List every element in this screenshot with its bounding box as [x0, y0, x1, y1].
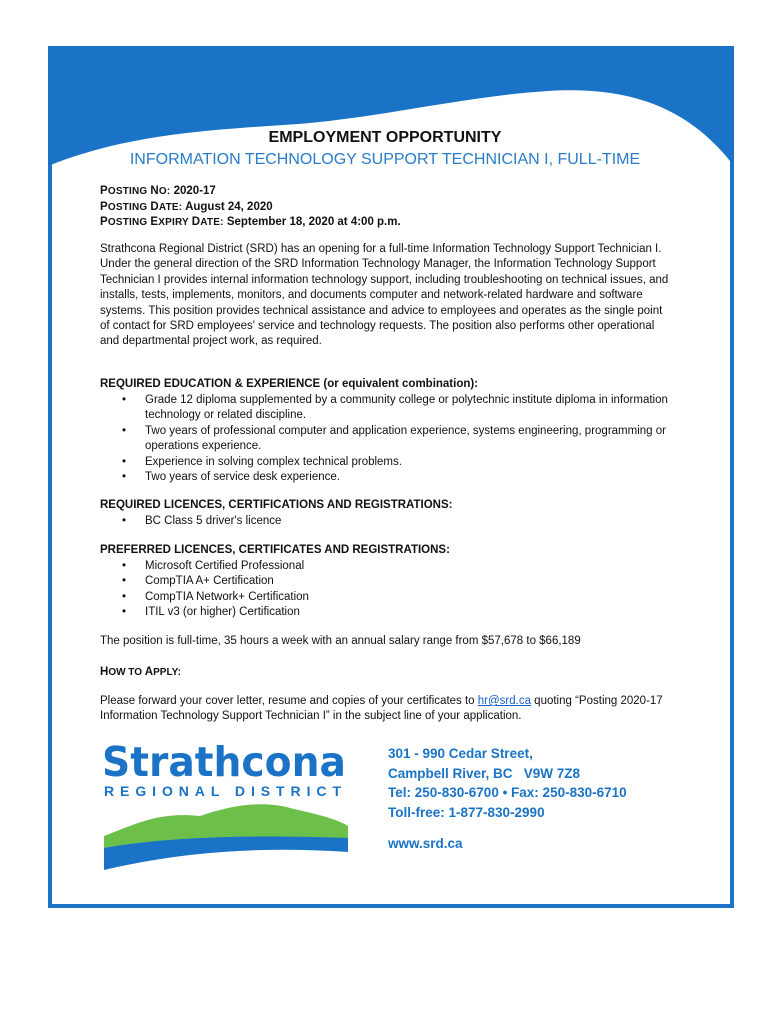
- list-item: • Grade 12 diploma supplemented by a community college or polytechnic institute diploma in information technology or related discipline.: [100, 393, 670, 424]
- posting-number: POSTING NO: 2020-17: [100, 185, 216, 197]
- email-link[interactable]: hr@srd.ca: [477, 695, 531, 707]
- posting-details: [100, 184, 401, 231]
- list-item: • ITIL v3 (or higher) Certification: [100, 605, 670, 620]
- address-line-2: Campbell River, BC V9W 7Z8: [388, 765, 581, 781]
- preferred-licences-heading: PREFERRED LICENCES, CERTIFICATES AND REGISTRATIONS:: [100, 544, 450, 556]
- required-licences-heading: REQUIRED LICENCES, CERTIFICATIONS AND REGISTRATIONS:: [100, 499, 453, 511]
- list-item: • Two years of professional computer and application experience, systems engineering, programming or operations experience.: [100, 424, 670, 455]
- posting-date: POSTING DATE: August 24, 2020: [100, 200, 273, 213]
- logo-wordmark: Strathcona: [102, 738, 346, 786]
- preferred-licences-list: [100, 559, 670, 621]
- required-licences-list: [100, 514, 670, 529]
- list-item: • Two years of service desk experience.: [100, 470, 670, 485]
- toll-free: Toll-free: 1-877-830-2990: [388, 804, 545, 820]
- phone-fax: Tel: 250-830-6700 • Fax: 250-830-6710: [388, 785, 627, 800]
- page-title: EMPLOYMENT OPPORTUNITY: [268, 129, 502, 146]
- list-item: • Experience in solving complex technical problems.: [100, 455, 670, 470]
- required-education-heading: REQUIRED EDUCATION & EXPERIENCE (or equivalent combination):: [100, 378, 479, 390]
- apply-instructions: Please forward your cover letter, resume and copies of your certificates to hr@srd.ca quoting “Posting 2020-17 Information Technology Support Technician I” in the subject line of your application.: [100, 695, 663, 723]
- position-title: INFORMATION TECHNOLOGY SUPPORT TECHNICIAN I, FULL-TIME: [129, 151, 641, 168]
- list-item: • BC Class 5 driver's licence: [100, 514, 670, 529]
- header-wave-banner: [48, 46, 734, 166]
- strathcona-logo: [100, 734, 350, 874]
- contact-info: [388, 744, 627, 854]
- address-line-1: 301 - 990 Cedar Street,: [388, 746, 533, 761]
- intro-paragraph: Strathcona Regional District (SRD) has an opening for a full-time Information Technology Support Technician I. Under the general direction of the SRD Information Technology Manager, the Information Technology Support Technician I provides internal information technology support, including troubleshooting on technical issues, and installs, tests, implements, monitors, and documents computer and network-related hardware and software systems. This position provides technical assistance and advice to employees and operates as the single point of contact for SRD employees' service and technology requests. The position also performs other operational and departmental project work, as required.: [100, 243, 669, 348]
- posting-expiry-date: POSTING EXPIRY DATE: September 18, 2020 at 4:00 p.m.: [100, 216, 401, 228]
- website-link[interactable]: www.srd.ca: [388, 836, 463, 851]
- how-to-apply-heading: HOW TO APPLY:: [100, 666, 181, 678]
- salary-text: The position is full-time, 35 hours a week with an annual salary range from $57,678 to $66,189: [100, 635, 581, 647]
- required-education-list: [100, 393, 670, 485]
- logo-tagline: REGIONAL DISTRICT: [104, 783, 344, 799]
- list-item: • CompTIA Network+ Certification: [100, 590, 670, 605]
- list-item: • Microsoft Certified Professional: [100, 559, 670, 574]
- list-item: • CompTIA A+ Certification: [100, 574, 670, 589]
